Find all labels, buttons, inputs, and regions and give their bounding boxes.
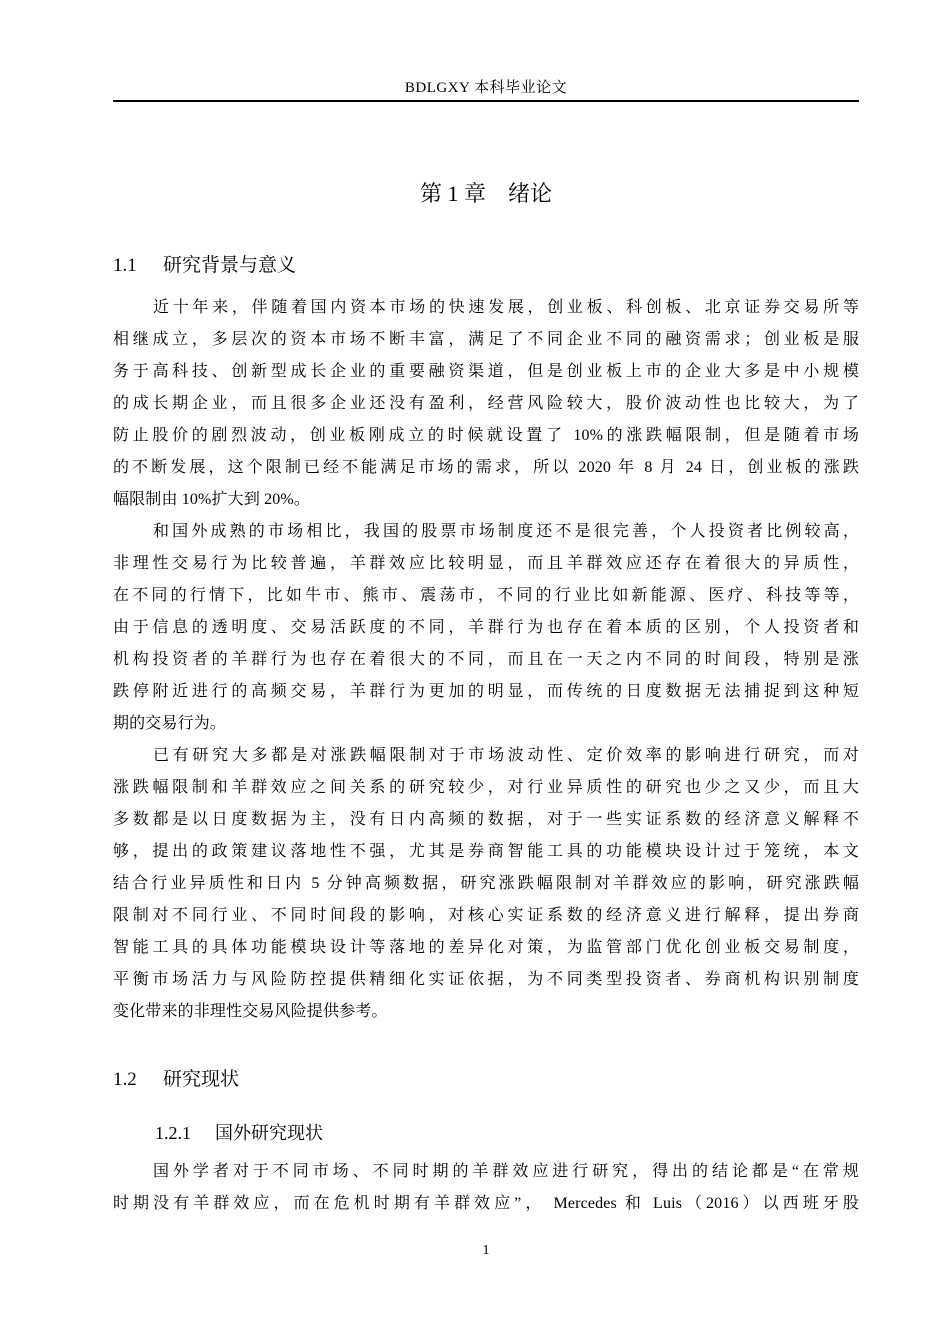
running-header: BDLGXY 本科毕业论文: [404, 80, 568, 96]
paragraph-line: 近十年来，伴随着国内资本市场的快速发展，创业板、科创板、北京证券交易所等: [153, 299, 859, 316]
chapter-title-gap: [486, 181, 508, 206]
paragraph-line: 限制对不同行业、不同时间段的影响，对核心实证系数的经济意义进行解释，提出券商: [113, 907, 859, 924]
paragraph-line: 的成长期企业，而且很多企业还没有盈利，经营风险较大，股价波动性也比较大，为了: [113, 395, 859, 412]
paragraph-line: 务于高科技、创新型成长企业的重要融资渠道，但是创业板上市的企业大多是中小规模: [113, 363, 859, 380]
section-title: 研究现状: [163, 1069, 240, 1090]
paragraph-line: 非理性交易行为比较普遍，羊群效应比较明显，而且羊群效应还存在着很大的异质性，: [113, 555, 859, 572]
section-number: 1.1: [113, 255, 137, 276]
page-number: 1: [482, 1243, 490, 1258]
paragraph-line: 防止股价的剧烈波动，创业板刚成立的时候就设置了 10%的涨跌幅限制，但是随着市场: [113, 427, 859, 444]
paragraph-line: 由于信息的透明度、交易活跃度的不同，羊群行为也存在着本质的区别，个人投资者和: [113, 619, 859, 636]
paragraph-line: 变化带来的非理性交易风险提供参考。: [113, 1003, 388, 1020]
paragraph-line: 跌停附近进行的高频交易，羊群行为更加的明显，而传统的日度数据无法捕捉到这种短: [113, 683, 859, 700]
paragraph-line: 够，提出的政策建议落地性不强，尤其是券商智能工具的功能模块设计过于笼统，本文: [113, 843, 859, 860]
section-number: 1.2: [113, 1069, 137, 1090]
subsection-title: 国外研究现状: [215, 1123, 323, 1143]
paragraph-line: 结合行业异质性和日内 5 分钟高频数据，研究涨跌幅限制对羊群效应的影响，研究涨跌幅: [113, 875, 859, 892]
chapter-number: 第 1 章: [419, 181, 486, 206]
paragraph-line: 在不同的行情下，比如牛市、熊市、震荡市，不同的行业比如新能源、医疗、科技等等，: [113, 587, 859, 604]
paragraph-foreign-research: [113, 1156, 859, 1220]
subsection-heading-1-2-1: [155, 1119, 323, 1147]
paragraph-line: 涨跌幅限制和羊群效应之间关系的研究较少，对行业异质性的研究也少之又少，而且大: [113, 779, 859, 796]
header-rule: [113, 100, 859, 102]
chapter-title-text: 绪论: [508, 181, 553, 206]
paragraph-line: 时期没有羊群效应，而在危机时期有羊群效应”， Mercedes 和 Luis（2016）以西班牙股: [113, 1195, 859, 1212]
chapter-title: [113, 178, 859, 210]
paragraph-line: 国外学者对于不同市场、不同时期的羊群效应进行研究，得出的结论都是“在常规: [153, 1163, 859, 1180]
paragraph-line: 已有研究大多都是对涨跌幅限制对于市场波动性、定价效率的影响进行研究，而对: [153, 747, 859, 764]
paragraph-line: 幅限制由 10%扩大到 20%。: [113, 491, 311, 508]
paragraph-background-3: [113, 740, 859, 1028]
section-title: 研究背景与意义: [163, 255, 297, 276]
paragraph-line: 相继成立，多层次的资本市场不断丰富，满足了不同企业不同的融资需求；创业板是服: [113, 331, 859, 348]
paragraph-line: 多数都是以日度数据为主，没有日内高频的数据，对于一些实证系数的经济意义解释不: [113, 811, 859, 828]
subsection-number: 1.2.1: [155, 1123, 191, 1143]
paragraph-line: 的不断发展，这个限制已经不能满足市场的需求，所以 2020 年 8 月 24 日，创业板的涨跌: [113, 459, 859, 476]
section-heading-1-2: [113, 1066, 239, 1094]
paragraph-background-2: [113, 516, 859, 740]
paragraph-line: 平衡市场活力与风险防控提供精细化实证依据，为不同类型投资者、券商机构识别制度: [113, 971, 859, 988]
paragraph-background-1: [113, 292, 859, 516]
paragraph-line: 智能工具的具体功能模块设计等落地的差异化对策，为监管部门优化创业板交易制度，: [113, 939, 859, 956]
paragraph-line: 机构投资者的羊群行为也存在着很大的不同，而且在一天之内不同的时间段，特别是涨: [113, 651, 859, 668]
paragraph-line: 和国外成熟的市场相比，我国的股票市场制度还不是很完善，个人投资者比例较高，: [153, 523, 859, 540]
paragraph-line: 期的交易行为。: [113, 715, 227, 732]
section-heading-1-1: [113, 252, 296, 280]
